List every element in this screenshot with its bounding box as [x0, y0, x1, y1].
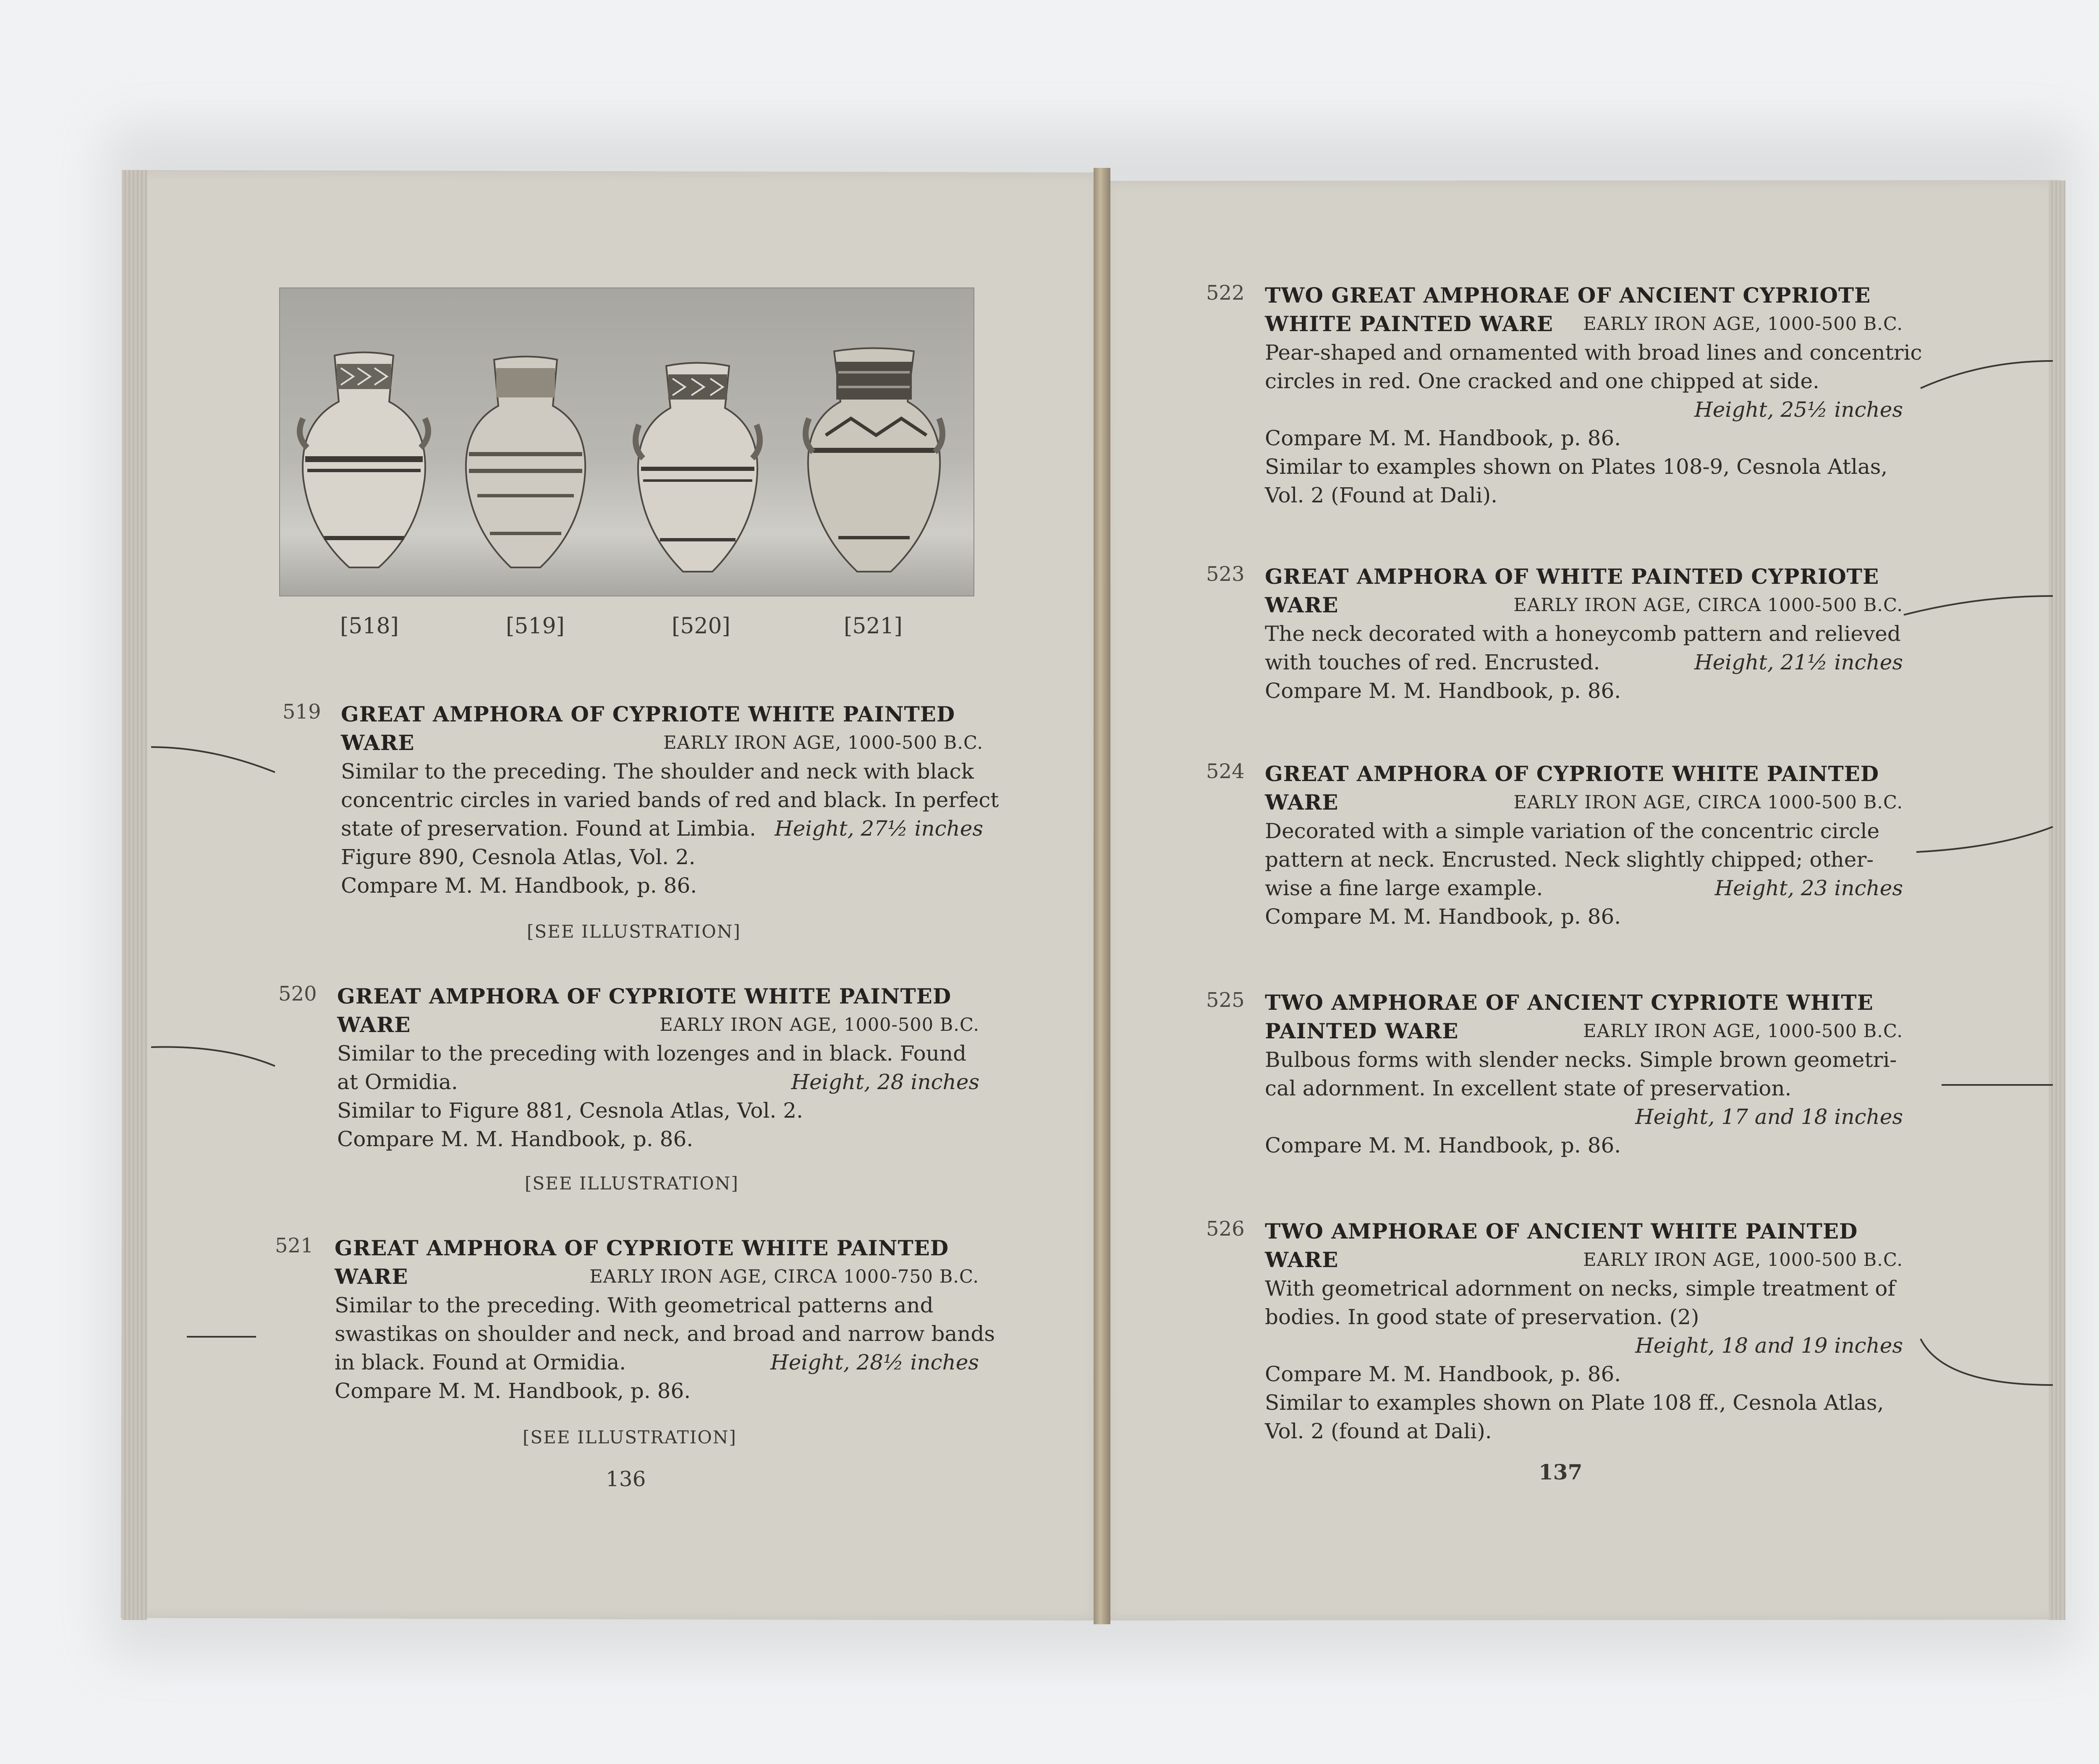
entry-era: EARLY IRON AGE, 1000-500 B.C. [1583, 1021, 1903, 1042]
entry-era: EARLY IRON AGE, 1000-500 B.C. [1583, 1249, 1903, 1270]
description-line: concentric circles in varied bands of red and black. In perfect [341, 788, 999, 812]
entry-title-continued: WARE [335, 1264, 408, 1289]
entry-title-continued: WARE [1265, 790, 1339, 815]
entry-number: 520 [278, 982, 317, 1006]
pencil-mark [1918, 1335, 2057, 1393]
entry-height: Height, 25½ inches [1694, 397, 1903, 422]
entry-title-continued: WARE [1265, 1247, 1339, 1272]
description-line: pattern at neck. Encrusted. Neck slightly chipped; other- [1265, 847, 1874, 872]
description-line: Similar to the preceding. With geometrical patterns and [335, 1293, 934, 1317]
entry-era: EARLY IRON AGE, 1000-500 B.C. [660, 1014, 979, 1035]
entry-height: Height, 18 and 19 inches [1635, 1333, 1903, 1358]
entry-height: Height, 21½ inches [1694, 650, 1903, 674]
reference-line: Vol. 2 (found at Dali). [1265, 1419, 1492, 1443]
photo-caption-519: [519] [506, 614, 565, 639]
pencil-mark [1918, 357, 2057, 390]
entry-number: 526 [1206, 1217, 1245, 1241]
entry-number: 523 [1206, 562, 1245, 586]
entry-title: GREAT AMPHORA OF WHITE PAINTED CYPRIOTE [1265, 564, 1879, 589]
page-number-right: 137 [1539, 1460, 1583, 1484]
entry-title-continued: WHITE PAINTED WARE [1265, 311, 1553, 336]
reference-line: Compare M. M. Handbook, p. 86. [1265, 904, 1621, 929]
photo-caption-521: [521] [844, 614, 903, 639]
catalog-entry-520 [337, 982, 979, 1153]
entry-number: 522 [1206, 281, 1245, 305]
entry-height: Height, 28 inches [791, 1070, 979, 1094]
entry-title-continued: WARE [337, 1012, 411, 1037]
left-page-edges [122, 170, 147, 1620]
page-number-left: 136 [606, 1467, 646, 1491]
amphora-520-image [628, 362, 767, 580]
entry-title-continued: PAINTED WARE [1265, 1019, 1459, 1043]
description-line: state of preservation. Found at Limbia. [341, 816, 756, 841]
description-line: Similar to the preceding. The shoulder and neck with black [341, 759, 974, 784]
reference-line: Compare M. M. Handbook, p. 86. [1265, 679, 1621, 703]
reference-line: Compare M. M. Handbook, p. 86. [335, 1379, 691, 1403]
entry-title-continued: WARE [1265, 593, 1339, 617]
reference-line: Figure 890, Cesnola Atlas, Vol. 2. [341, 845, 696, 869]
description-line: circles in red. One cracked and one chipped at side. [1265, 369, 1819, 393]
catalog-entry-524 [1265, 760, 1903, 931]
catalog-entry-519 [341, 700, 999, 900]
entry-height: Height, 27½ inches [775, 816, 983, 841]
entry-height: Height, 23 inches [1714, 876, 1903, 900]
description-line: swastikas on shoulder and neck, and broad and narrow bands [335, 1322, 995, 1346]
photo-caption-520: [520] [672, 614, 730, 639]
description-line: at Ormidia. [337, 1070, 458, 1094]
reference-line: Compare M. M. Handbook, p. 86. [1265, 1362, 1621, 1386]
description-line: in black. Found at Ormidia. [335, 1350, 626, 1375]
pencil-mark [149, 739, 279, 781]
amphora-518-image [295, 351, 433, 578]
see-illustration-note: [SEE ILLUSTRATION] [523, 1427, 737, 1448]
catalog-entry-523 [1265, 562, 1903, 705]
entry-title: GREAT AMPHORA OF CYPRIOTE WHITE PAINTED [341, 702, 955, 727]
description-line: Pear-shaped and ornamented with broad lines and concentric [1265, 340, 1922, 365]
description-line: Similar to the preceding with lozenges and in black. Found [337, 1041, 967, 1066]
entry-title: GREAT AMPHORA OF CYPRIOTE WHITE PAINTED [337, 984, 952, 1009]
amphora-519-image [456, 355, 595, 578]
entry-title: TWO AMPHORAE OF ANCIENT CYPRIOTE WHITE [1265, 990, 1874, 1015]
catalog-entry-522 [1265, 281, 1922, 510]
entry-height: Height, 28½ inches [770, 1350, 979, 1375]
description-line: Decorated with a simple variation of the concentric circle [1265, 819, 1880, 843]
reference-line: Similar to examples shown on Plates 108-9, Cesnola Atlas, [1265, 455, 1888, 479]
description-line: with touches of red. Encrusted. [1265, 650, 1600, 674]
catalog-entry-526 [1265, 1217, 1903, 1445]
pencil-mark [1902, 592, 2057, 617]
book-spine-gutter [1094, 168, 1110, 1624]
pencil-mark [1939, 1079, 2057, 1091]
entry-title: GREAT AMPHORA OF CYPRIOTE WHITE PAINTED [335, 1236, 949, 1260]
pencil-mark [149, 1041, 279, 1074]
amphorae-photograph [279, 287, 974, 596]
reference-line: Compare M. M. Handbook, p. 86. [1265, 1133, 1621, 1158]
entry-era: EARLY IRON AGE, 1000-500 B.C. [1583, 314, 1903, 335]
pencil-mark [1914, 823, 2057, 856]
reference-line: Similar to Figure 881, Cesnola Atlas, Vol. 2. [337, 1098, 803, 1123]
entry-number: 524 [1206, 760, 1245, 783]
entry-era: EARLY IRON AGE, CIRCA 1000-750 B.C. [589, 1266, 979, 1287]
entry-number: 521 [275, 1234, 314, 1257]
entry-title-continued: WARE [341, 730, 415, 755]
entry-title: GREAT AMPHORA OF CYPRIOTE WHITE PAINTED [1265, 761, 1879, 786]
right-page-edges [2049, 180, 2065, 1620]
description-line: cal adornment. In excellent state of preservation. [1265, 1076, 1792, 1100]
entry-height: Height, 17 and 18 inches [1635, 1105, 1903, 1129]
pencil-mark [185, 1330, 260, 1343]
see-illustration-note: [SEE ILLUSTRATION] [525, 1173, 739, 1194]
reference-line: Vol. 2 (Found at Dali). [1265, 483, 1498, 507]
description-line: With geometrical adornment on necks, simple treatment of [1265, 1276, 1895, 1301]
entry-title: TWO GREAT AMPHORAE OF ANCIENT CYPRIOTE [1265, 283, 1871, 308]
description-line: wise a fine large example. [1265, 876, 1543, 900]
description-line: bodies. In good state of preservation. (2) [1265, 1305, 1699, 1329]
entry-era: EARLY IRON AGE, CIRCA 1000-500 B.C. [1513, 595, 1903, 616]
reference-line: Compare M. M. Handbook, p. 86. [337, 1127, 694, 1151]
photo-caption-518: [518] [340, 614, 399, 639]
see-illustration-note: [SEE ILLUSTRATION] [527, 921, 741, 942]
entry-number: 519 [283, 700, 321, 724]
entry-title: TWO AMPHORAE OF ANCIENT WHITE PAINTED [1265, 1219, 1858, 1244]
reference-line: Similar to examples shown on Plate 108 ff., Cesnola Atlas, [1265, 1390, 1884, 1415]
entry-number: 525 [1206, 988, 1245, 1012]
reference-line: Compare M. M. Handbook, p. 86. [341, 873, 697, 898]
description-line: Bulbous forms with slender necks. Simple brown geometri- [1265, 1048, 1897, 1072]
entry-era: EARLY IRON AGE, CIRCA 1000-500 B.C. [1513, 792, 1903, 813]
entry-era: EARLY IRON AGE, 1000-500 B.C. [663, 732, 983, 753]
catalog-entry-521 [335, 1234, 995, 1405]
reference-line: Compare M. M. Handbook, p. 86. [1265, 426, 1621, 450]
catalog-entry-525 [1265, 988, 1903, 1160]
amphora-521-image [801, 347, 947, 580]
description-line: The neck decorated with a honeycomb pattern and relieved [1265, 622, 1901, 646]
